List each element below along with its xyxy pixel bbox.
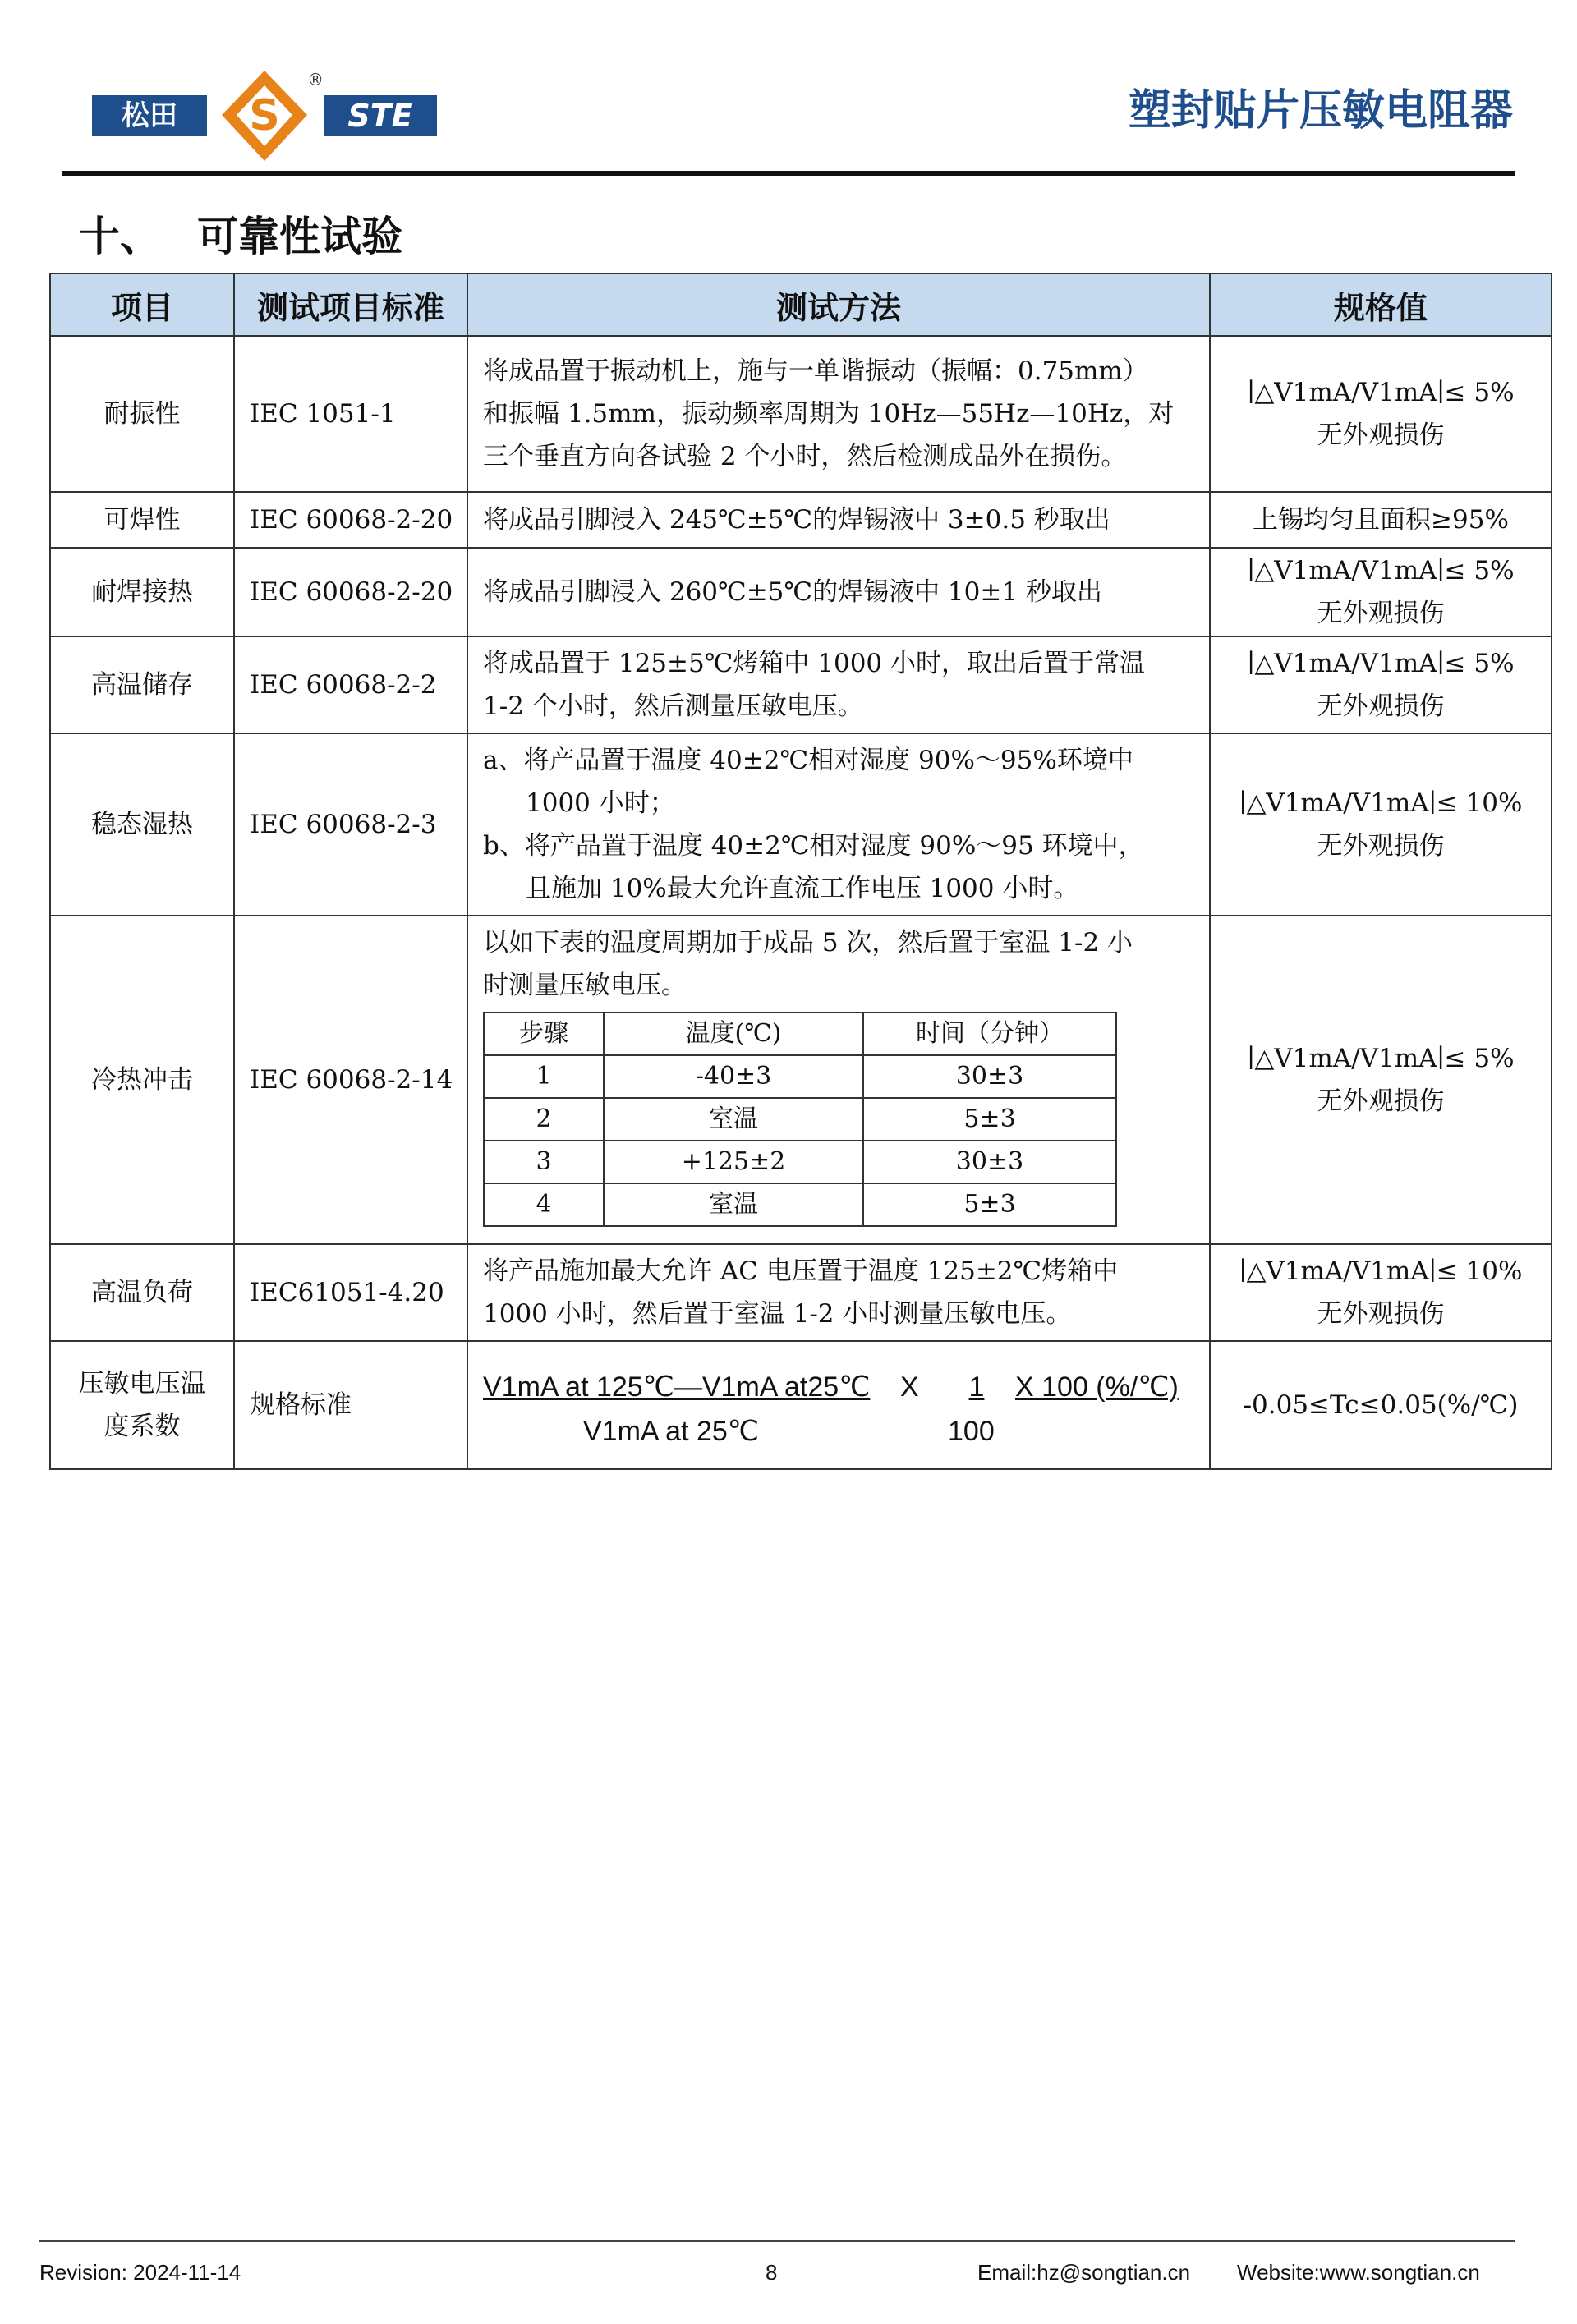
footer-divider	[39, 2240, 1515, 2242]
test-standard: IEC 60068-2-14	[234, 916, 467, 1244]
test-item: 高温负荷	[50, 1244, 234, 1341]
method-line: 1-2 个小时，然后测量压敏电压。	[483, 691, 863, 721]
test-method	[467, 1244, 1210, 1341]
method-line: a、将产品置于温度 40±2℃相对湿度 90%～95%环境中	[483, 746, 1133, 775]
cycle-time: 5±3	[863, 1183, 1116, 1226]
header-standard: 测试项目标准	[234, 273, 467, 336]
spec-line: -0.05≤Tc≤0.05(%/℃)	[1243, 1390, 1519, 1420]
table-row	[50, 1244, 1552, 1341]
table-header-row	[50, 273, 1552, 336]
cycle-header: 时间（分钟）	[863, 1013, 1116, 1055]
footer-page-number: 8	[766, 2260, 778, 2285]
company-logo	[92, 67, 437, 166]
method-line: 时测量压敏电压。	[483, 971, 687, 1000]
logo-mark-text: S	[249, 91, 280, 140]
cycle-temp: +125±2	[604, 1141, 863, 1183]
spec-line: ∣△V1mA/V1mA∣≤ 5%	[1247, 556, 1515, 586]
document-title: 塑封贴片压敏电阻器	[1128, 86, 1513, 135]
section-heading	[79, 204, 402, 263]
header-item: 项目	[50, 273, 234, 336]
cycle-header: 温度(℃)	[604, 1013, 863, 1055]
method-line: 1000 小时，然后置于室温 1-2 小时测量压敏电压。	[483, 1299, 1072, 1329]
cycle-temp: 室温	[604, 1183, 863, 1226]
spec-value	[1210, 636, 1552, 733]
method-line: 1000 小时；	[526, 788, 675, 818]
formula-numerator: V1mA at 125℃—V1mA at25℃	[483, 1371, 871, 1403]
spec-line: 无外观损伤	[1317, 691, 1445, 721]
spec-line: 上锡均匀且面积≥95%	[1253, 505, 1509, 535]
test-method	[467, 1341, 1210, 1469]
test-item: 稳态湿热	[50, 733, 234, 916]
method-line: 和振幅 1.5mm，振动频率周期为 10Hz—55Hz—10Hz，对	[483, 399, 1175, 429]
cycle-time: 30±3	[863, 1055, 1116, 1098]
section-number: 十、	[79, 213, 161, 260]
cycle-row	[484, 1141, 1116, 1183]
test-standard: IEC 60068-2-20	[234, 492, 467, 548]
table-row	[50, 636, 1552, 733]
method-line: 将成品引脚浸入 245℃±5℃的焊锡液中 3±0.5 秒取出	[483, 505, 1110, 535]
test-method	[467, 548, 1210, 636]
method-line: 将成品置于 125±5℃烤箱中 1000 小时，取出后置于常温	[483, 649, 1145, 678]
cycle-step: 3	[484, 1141, 604, 1183]
test-method	[467, 636, 1210, 733]
spec-value	[1210, 916, 1552, 1244]
cycle-row	[484, 1183, 1116, 1226]
item-line: 度系数	[103, 1412, 181, 1441]
table-row	[50, 336, 1552, 492]
registered-mark: ®	[307, 70, 324, 90]
spec-line: ∣△V1mA/V1mA∣≤ 5%	[1247, 1044, 1515, 1073]
footer-revision: Revision: 2024-11-14	[39, 2260, 241, 2285]
test-standard: IEC61051-4.20	[234, 1244, 467, 1341]
spec-line: 无外观损伤	[1317, 1086, 1445, 1116]
spec-value	[1210, 548, 1552, 636]
method-line: 三个垂直方向各试验 2 个小时，然后检测成品外在损伤。	[483, 442, 1127, 471]
test-item: 可焊性	[50, 492, 234, 548]
spec-line: ∣△V1mA/V1mA∣≤ 10%	[1239, 788, 1523, 818]
spec-value	[1210, 336, 1552, 492]
method-line: 将成品置于振动机上，施与一单谐振动（振幅：0.75mm）	[483, 356, 1148, 386]
test-item: 耐焊接热	[50, 548, 234, 636]
table-row	[50, 492, 1552, 548]
spec-line: 无外观损伤	[1317, 831, 1445, 861]
header-spec: 规格值	[1210, 273, 1552, 336]
cycle-temp: 室温	[604, 1098, 863, 1141]
spec-line: ∣△V1mA/V1mA∣≤ 5%	[1247, 378, 1515, 407]
tc-formula	[468, 1348, 1209, 1463]
method-line: 将成品引脚浸入 260℃±5℃的焊锡液中 10±1 秒取出	[483, 577, 1102, 607]
footer-email: Email:hz@songtian.cn	[977, 2260, 1191, 2285]
cycle-temp: -40±3	[604, 1055, 863, 1098]
table-row	[50, 548, 1552, 636]
spec-value	[1210, 1244, 1552, 1341]
test-method	[467, 733, 1210, 916]
section-title: 可靠性试验	[197, 213, 402, 260]
logo-cn-text: 松田	[122, 99, 177, 132]
test-method	[467, 916, 1210, 1244]
test-standard: IEC 60068-2-20	[234, 548, 467, 636]
spec-value	[1210, 733, 1552, 916]
spec-value	[1210, 1341, 1552, 1469]
spec-line: ∣△V1mA/V1mA∣≤ 10%	[1239, 1256, 1523, 1286]
cycle-header-row	[484, 1013, 1116, 1055]
formula-denominator: V1mA at 25℃	[583, 1416, 759, 1447]
item-line: 压敏电压温	[78, 1369, 206, 1399]
logo-en-text: STE	[347, 98, 413, 134]
test-standard: IEC 1051-1	[234, 336, 467, 492]
test-method	[467, 492, 1210, 548]
cycle-header: 步骤	[484, 1013, 604, 1055]
formula-factor-numerator: 1	[968, 1371, 985, 1403]
table-row	[50, 733, 1552, 916]
spec-line: 无外观损伤	[1317, 1299, 1445, 1329]
header-method: 测试方法	[467, 273, 1210, 336]
cycle-step: 1	[484, 1055, 604, 1098]
spec-value	[1210, 492, 1552, 548]
temperature-cycle-table	[483, 1012, 1117, 1227]
test-item: 耐振性	[50, 336, 234, 492]
footer-website: Website:www.songtian.cn	[1237, 2260, 1480, 2285]
method-line: 以如下表的温度周期加于成品 5 次，然后置于室温 1-2 小	[483, 928, 1133, 958]
formula-times-100: X 100 (%/℃)	[1015, 1371, 1179, 1403]
formula-factor-denominator: 100	[948, 1416, 995, 1447]
header-divider	[62, 171, 1515, 176]
cycle-time: 30±3	[863, 1141, 1116, 1183]
test-item: 冷热冲击	[50, 916, 234, 1244]
method-line: 将产品施加最大允许 AC 电压置于温度 125±2℃烤箱中	[483, 1256, 1119, 1286]
reliability-test-table	[49, 273, 1552, 1470]
spec-line: 无外观损伤	[1317, 599, 1445, 628]
cycle-time: 5±3	[863, 1098, 1116, 1141]
test-item: 高温储存	[50, 636, 234, 733]
cycle-step: 4	[484, 1183, 604, 1226]
cycle-row	[484, 1098, 1116, 1141]
method-line: b、将产品置于温度 40±2℃相对湿度 90%～95 环境中，	[483, 831, 1144, 861]
method-line: 且施加 10%最大允许直流工作电压 1000 小时。	[526, 874, 1079, 903]
spec-line: 无外观损伤	[1317, 420, 1445, 450]
cycle-step: 2	[484, 1098, 604, 1141]
test-standard: IEC 60068-2-3	[234, 733, 467, 916]
spec-line: ∣△V1mA/V1mA∣≤ 5%	[1247, 649, 1515, 678]
test-method	[467, 336, 1210, 492]
test-item	[50, 1341, 234, 1469]
test-standard: 规格标准	[234, 1341, 467, 1469]
cycle-row	[484, 1055, 1116, 1098]
table-row	[50, 1341, 1552, 1469]
test-standard: IEC 60068-2-2	[234, 636, 467, 733]
formula-times-1: X	[900, 1371, 919, 1403]
table-row	[50, 916, 1552, 1244]
